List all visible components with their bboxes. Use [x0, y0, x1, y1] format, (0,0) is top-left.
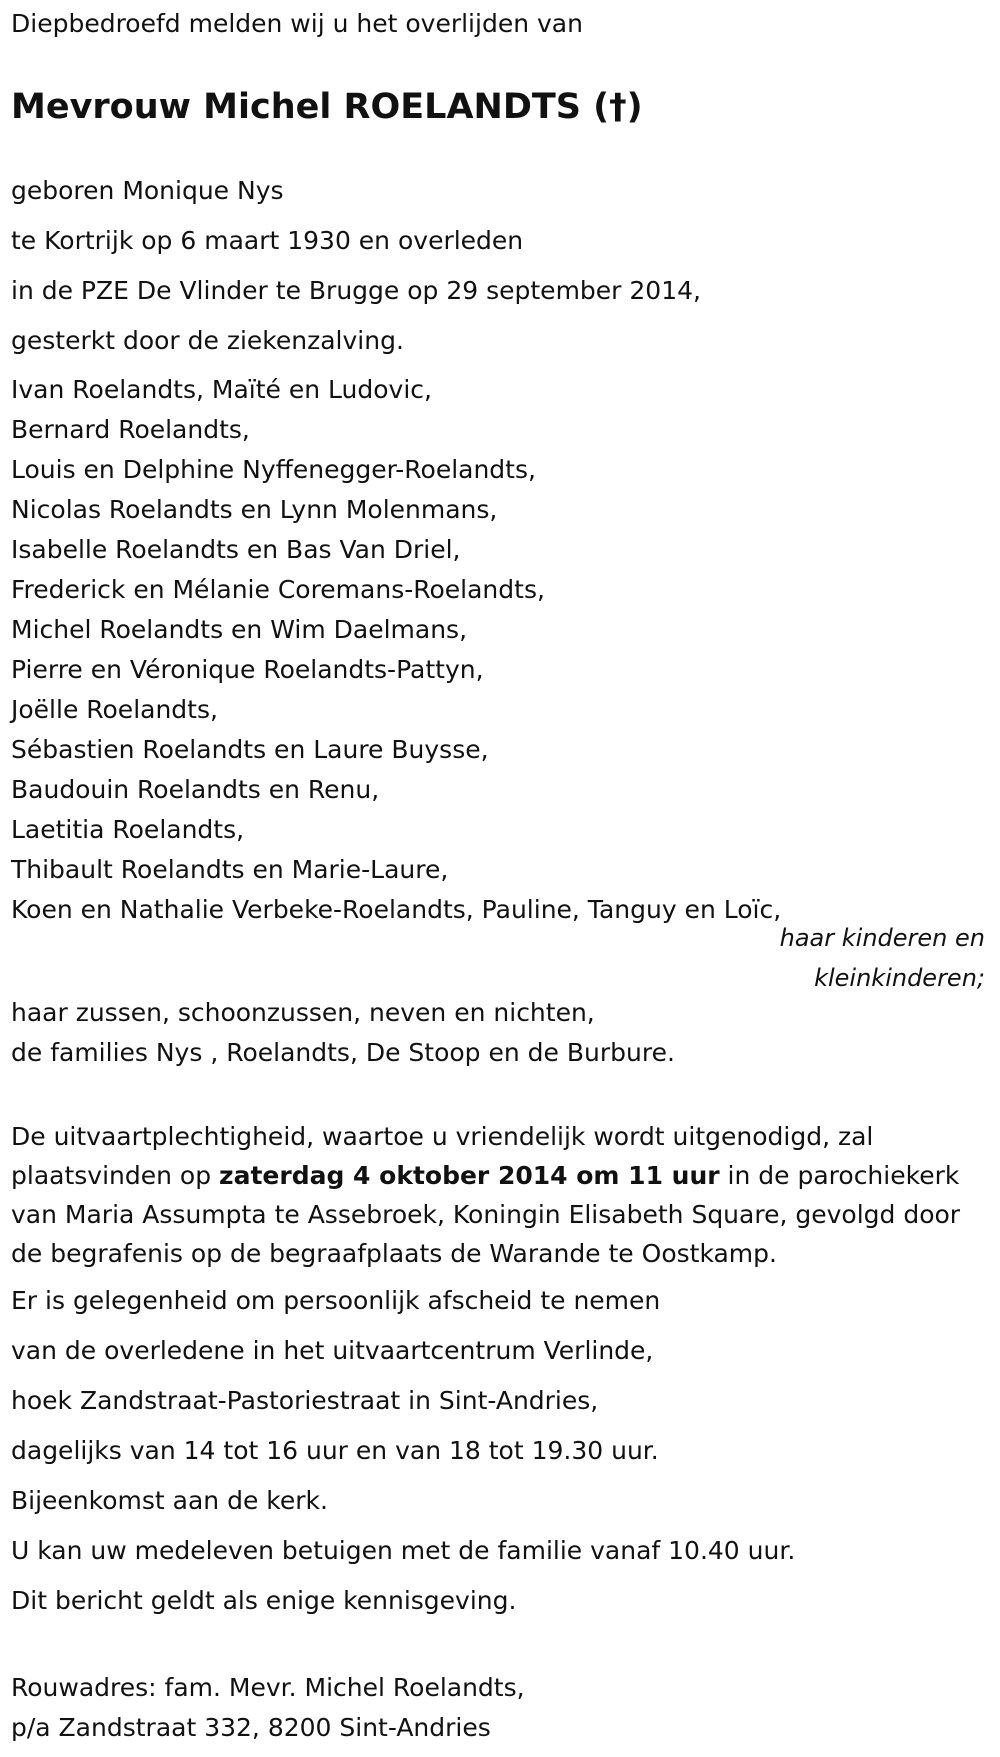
notice-line: Dit bericht geldt als enige kennisgeving. — [11, 1586, 517, 1615]
death-place-line: in de PZE De Vlinder te Brugge op 29 september 2014, — [11, 276, 701, 305]
extended-family — [11, 995, 675, 1075]
address-line: Rouwadres: fam. Mevr. Michel Roelandts, — [11, 1673, 525, 1702]
birth-name-line: geboren Monique Nys — [11, 176, 284, 205]
address-line: p/a Zandstraat 332, 8200 Sint-Andries — [11, 1713, 491, 1742]
families-line: de families Nys , Roelandts, De Stoop en de Burbure. — [11, 1038, 675, 1067]
farewell-line: Er is gelegenheid om persoonlijk afscheid te nemen — [11, 1286, 661, 1315]
ceremony-datetime: zaterdag 4 oktober 2014 om 11 uur — [219, 1161, 720, 1190]
funeral-center-line: van de overledene in het uitvaartcentrum Verlinde, — [11, 1336, 654, 1365]
ceremony-text-before: De uitvaartplechtigheid, waartoe u vriendelijk wordt uitgenodigd, zal plaatsvinden op — [11, 1122, 874, 1190]
list-item: Laetitia Roelandts, — [11, 815, 245, 844]
list-item: Ivan Roelandts, Maïté en Ludovic, — [11, 375, 432, 404]
list-item: Thibault Roelandts en Marie-Laure, — [11, 855, 449, 884]
list-item: Louis en Delphine Nyffenegger-Roelandts, — [11, 455, 536, 484]
center-address-line: hoek Zandstraat-Pastoriestraat in Sint-Andries, — [11, 1386, 599, 1415]
list-item: Nicolas Roelandts en Lynn Molenmans, — [11, 495, 498, 524]
list-item: Pierre en Véronique Roelandts-Pattyn, — [11, 655, 484, 684]
relation-caption-line: kleinkinderen; — [814, 964, 985, 992]
birth-place-line: te Kortrijk op 6 maart 1930 en overleden — [11, 226, 524, 255]
siblings-line: haar zussen, schoonzussen, neven en nichten, — [11, 998, 595, 1027]
list-item: Sébastien Roelandts en Laure Buysse, — [11, 735, 489, 764]
condolence-line: U kan uw medeleven betuigen met de familie vanaf 10.40 uur. — [11, 1536, 796, 1565]
ceremony-text-after: in de parochiekerk van Maria Assumpta te Assebroek, Koningin Elisabeth Square, gevolgd door de begrafenis op de begraafplaats de Warande te Oostkamp. — [11, 1161, 961, 1268]
list-item: Michel Roelandts en Wim Daelmans, — [11, 615, 468, 644]
visitation-details — [11, 1283, 795, 1633]
list-item: Joëlle Roelandts, — [11, 695, 218, 724]
relation-caption — [780, 918, 985, 998]
list-item: Frederick en Mélanie Coremans-Roelandts, — [11, 575, 545, 604]
list-item: Baudouin Roelandts en Renu, — [11, 775, 380, 804]
gathering-line: Bijeenkomst aan de kerk. — [11, 1486, 328, 1515]
intro-text: Diepbedroefd melden wij u het overlijden van — [11, 9, 583, 38]
relation-caption-line: haar kinderen en — [779, 924, 985, 952]
deceased-name: Mevrouw Michel ROELANDTS (†) — [11, 87, 643, 127]
list-item: Isabelle Roelandts en Bas Van Driel, — [11, 535, 461, 564]
birth-death-details — [11, 173, 701, 373]
funeral-ceremony-paragraph — [11, 1117, 981, 1273]
children-list — [11, 372, 781, 932]
mourning-address — [11, 1670, 525, 1750]
visiting-hours-line: dagelijks van 14 tot 16 uur en van 18 tot 19.30 uur. — [11, 1436, 659, 1465]
sacrament-line: gesterkt door de ziekenzalving. — [11, 326, 404, 355]
list-item: Koen en Nathalie Verbeke-Roelandts, Pauline, Tanguy en Loïc, — [11, 895, 782, 924]
list-item: Bernard Roelandts, — [11, 415, 250, 444]
